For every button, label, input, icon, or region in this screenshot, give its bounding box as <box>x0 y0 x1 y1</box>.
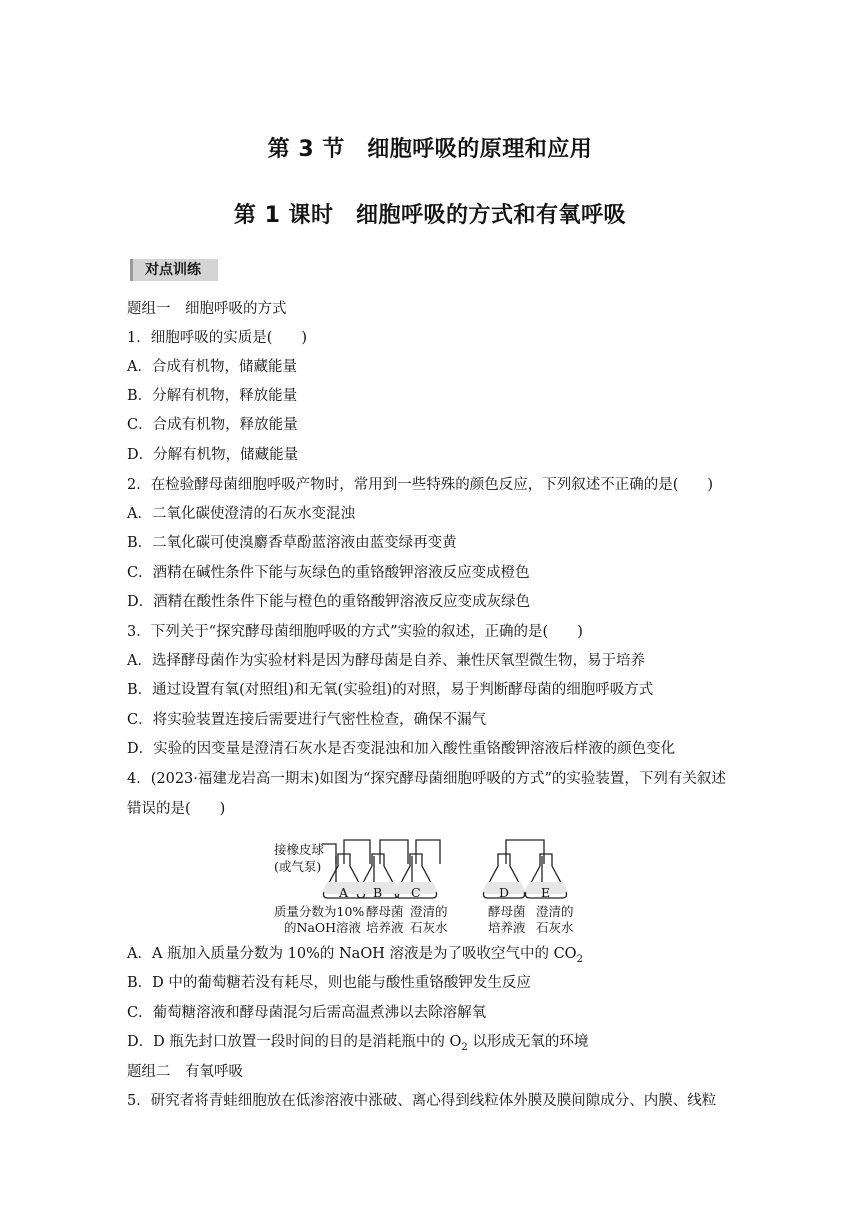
question-stem: 1．细胞呼吸的实质是( ) <box>127 330 308 346</box>
caption-d: 酵母菌 <box>488 904 526 919</box>
question-stem: 5．研究者将青蛙细胞放在低渗溶液中涨破、离心得到线粒体外膜及膜间隙成分、内膜、线粒 <box>127 1093 717 1109</box>
caption-a: 质量分数为10% <box>274 904 365 919</box>
pump-label-alt: (或气泵) <box>274 859 322 874</box>
subscript: 2 <box>576 953 583 965</box>
caption-e: 澄清的 <box>536 904 574 919</box>
option-line: A．合成有机物，储藏能量 <box>127 359 297 375</box>
option-line: C．酒精在碱性条件下能与灰绿色的重铬酸钾溶液反应变成橙色 <box>127 565 530 581</box>
option-line: A．选择酵母菌作为实验材料是因为酵母菌是自养、兼性厌氧型微生物，易于培养 <box>127 653 645 669</box>
option-line: B．分解有机物，释放能量 <box>127 388 298 404</box>
practice-tag: 对点训练 <box>130 259 218 281</box>
flask-label-e: E <box>541 885 551 900</box>
option-line: A．二氧化碳使澄清的石灰水变混浊 <box>127 506 355 522</box>
caption-e-2: 石灰水 <box>536 920 574 935</box>
lesson-title: 第 1 课时 细胞呼吸的方式和有氧呼吸 <box>233 203 627 228</box>
option-line: C．将实验装置连接后需要进行气密性检查，确保不漏气 <box>127 712 487 728</box>
option-line: B．二氧化碳可使溴麝香草酚蓝溶液由蓝变绿再变黄 <box>127 535 457 551</box>
group-heading: 题组一 细胞呼吸的方式 <box>127 301 287 317</box>
caption-b: 酵母菌 <box>366 904 404 919</box>
option-line: D．分解有机物，储藏能量 <box>127 447 299 463</box>
option-text-end: 以形成无氧的环境 <box>467 1034 589 1050</box>
option-text: D．D 瓶先封口放置一段时间的目的是消耗瓶中的 O <box>127 1034 462 1050</box>
caption-d-2: 培养液 <box>488 920 526 935</box>
option-line <box>127 944 583 970</box>
question-stem: 2．在检验酵母菌细胞呼吸产物时，常用到一些特殊的颜色反应，下列叙述不正确的是( ) <box>127 477 714 493</box>
option-line: D．实验的因变量是澄清石灰水是否变混浊和加入酸性重铬酸钾溶液后样液的颜色变化 <box>127 741 676 757</box>
flask-label-a: A <box>339 885 349 900</box>
flask-label-b: B <box>373 885 383 900</box>
flask-label-d: D <box>499 885 510 900</box>
section-title: 第 3 节 细胞呼吸的原理和应用 <box>267 137 593 162</box>
question-stem: 4．(2023·福建龙岩高一期末)如图为“探究酵母菌细胞呼吸的方式”的实验装置，下列有关叙述 <box>127 771 726 787</box>
option-line: B．D 中的葡萄糖若没有耗尽，则也能与酸性重铬酸钾发生反应 <box>127 975 531 991</box>
option-line: D．酒精在酸性条件下能与橙色的重铬酸钾溶液反应变成灰绿色 <box>127 594 531 610</box>
option-line: B．通过设置有氧(对照组)和无氧(实验组)的对照，易于判断酵母菌的细胞呼吸方式 <box>127 682 654 698</box>
question-stem: 3．下列关于“探究酵母菌细胞呼吸的方式”实验的叙述，正确的是( ) <box>127 624 583 640</box>
caption-a-2: 的NaOH溶液 <box>284 920 362 935</box>
caption-b-2: 培养液 <box>366 920 404 935</box>
apparatus-figure <box>270 832 590 938</box>
option-line <box>127 1032 588 1058</box>
option-line: C．合成有机物，释放能量 <box>127 417 298 433</box>
subscript: 2 <box>461 1041 468 1053</box>
option-text: A．A 瓶加入质量分数为 10%的 NaOH 溶液是为了吸收空气中的 CO <box>127 946 577 962</box>
option-line: C．葡萄糖溶液和酵母菌混匀后需高温煮沸以去除溶解氧 <box>127 1005 487 1021</box>
group-heading: 题组二 有氧呼吸 <box>127 1064 243 1080</box>
caption-c-2: 石灰水 <box>410 920 448 935</box>
pump-label: 接橡皮球 <box>274 842 325 857</box>
flask-label-c: C <box>411 885 421 900</box>
caption-c: 澄清的 <box>410 904 448 919</box>
question-stem-cont: 错误的是( ) <box>127 801 226 817</box>
